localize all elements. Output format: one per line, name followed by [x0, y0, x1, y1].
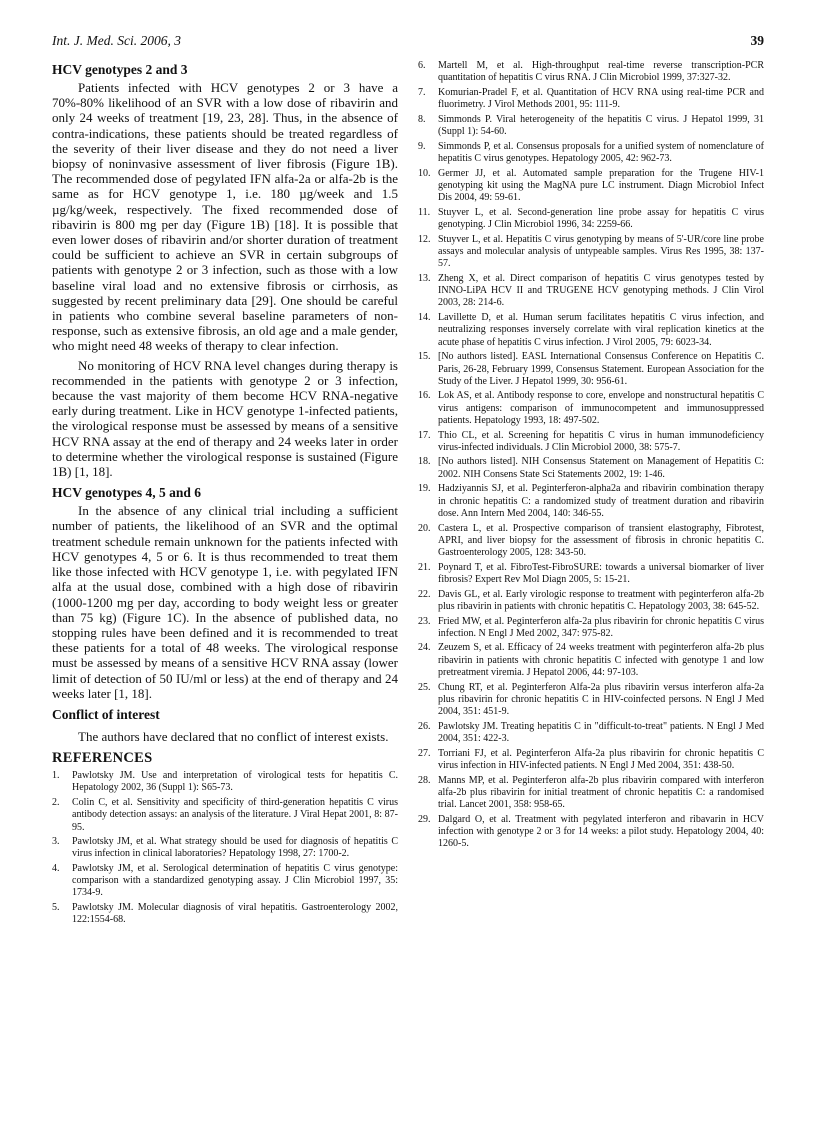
left-column [52, 62, 398, 928]
reference-number: 20. [418, 522, 431, 534]
section-heading: HCV genotypes 2 and 3 [52, 62, 188, 77]
reference-text: Poynard T, et al. FibroTest-FibroSURE: towards a universal biomarker of liver fibrosis? Expert Rev Mol Diagn 2005, 5: 15-21. [438, 561, 764, 586]
reference-text: Lok AS, et al. Antibody response to core, envelope and nonstructural hepatitis C virus antigens: comparison of immunocompetent and immunosuppressed patients. Hepatology 1993, 18: 497-502. [438, 390, 764, 426]
reference-text: Pawlotsky JM. Molecular diagnosis of viral hepatitis. Gastroenterology 2002, 122:1554-68. [72, 901, 398, 925]
reference-item [52, 797, 398, 834]
reference-number: 17. [418, 429, 431, 441]
reference-text: Fried MW, et al. Peginterferon alfa-2a plus ribavirin for chronic hepatitis C virus infection. N Engl J Med 2002, 347: 975-82. [438, 615, 764, 639]
reference-text: Stuyver L, et al. Second-generation line probe assay for hepatitis C virus genotyping. J Clin Microbiol 1996, 34: 2259-66. [438, 206, 764, 231]
reference-item [418, 312, 764, 349]
reference-text: Germer JJ, et al. Automated sample preparation for the Trugene HIV-1 genotyping kit using the MagNA pure LC instrument. Diagn Microbiol Infect Dis 2004, 49: 59-61. [438, 167, 764, 204]
right-column [418, 60, 764, 853]
references-heading: REFERENCES [52, 750, 153, 767]
reference-item [418, 351, 764, 388]
reference-text: Pawlotsky JM, et al. What strategy should be used for diagnosis of hepatitis C virus infection in clinical laboratories? Hepatology 1998, 27: 1700-2. [72, 835, 398, 860]
reference-number: 1. [52, 770, 60, 782]
reference-number: 4. [52, 862, 60, 874]
reference-text: Davis GL, et al. Early virologic response to treatment with peginterferon alfa-2b plus ribavirin in patients with chronic hepatitis C. Hepatology 2003, 38: 645-52. [438, 588, 764, 612]
reference-number: 15. [418, 351, 431, 363]
section-hcv-genotypes-2-3 [52, 62, 398, 479]
reference-text: Thio CL, et al. Screening for hepatitis C virus in human immunodeficiency virus-infected individuals. J Clin Microbiol 2000, 38: 575-7. [438, 429, 764, 453]
reference-item [418, 207, 764, 232]
reference-number: 16. [418, 390, 431, 402]
reference-item [418, 642, 764, 679]
section-heading: HCV genotypes 4, 5 and 6 [52, 485, 202, 501]
reference-item [418, 483, 764, 520]
reference-item [418, 390, 764, 427]
reference-text: Lavillette D, et al. Human serum facilitates hepatitis C virus infection, and neutralizing responses inversely correlate with viral replication kinetics at the acute phase of hepatitis C virus infection. J Virol 2005, 79: 6023-34. [438, 312, 764, 348]
reference-item [418, 273, 764, 310]
reference-text: Dalgard O, et al. Treatment with pegylated interferon and ribavarin in HCV infection with genotype 2 or 3 for 14 weeks: a pilot study. Hepatology 2004, 40: 1260-5. [438, 813, 764, 850]
reference-item [52, 770, 398, 795]
reference-item [418, 814, 764, 851]
reference-item [418, 168, 764, 205]
reference-item [418, 114, 764, 139]
reference-text: Stuyver L, et al. Hepatitis C virus genotyping by means of 5'-UR/core line probe assays and molecular analysis of untypeable samples. Virus Res 1995, 38: 137-57. [438, 233, 764, 270]
paragraph: Patients infected with HCV genotypes 2 or 3 have a 70%-80% likelihood of an SVR with a low dose of ribavirin and only 24 weeks of treatment [19, 23, 28]. Thus, in the absence of contra-indications, these patients should be treated regardless of the severity of their liver disease and they do not need a liver biopsy of noninvasive assessment of liver fibrosis (Figure 1B). The recommended dose of pegylated IFN alfa-2a or alfa-2b is the same as for HCV genotype 1, i.e. 180 µg/week and 1.5 µg/kg/week, respectively. The fixed recommended dose of ribavirin is 800 mg per day (Figure 1B) [18]. It is possible that even lower doses of ribavirin and/or shorter duration of treatment could be sufficient to achieve an SVR in certain subgroups of patients with genotype 2 or 3 infection, such as those with a low baseline viral load and no extensive fibrosis or cirrhosis, as suggested by recent preliminary data [29]. One should be careful in patients who combine several baseline parameters of non-response, such as extensive fibrosis, an old age and a male gender, who might need 48 weeks of therapy to clear infection. [52, 80, 398, 354]
reference-number: 27. [418, 747, 431, 759]
reference-item [418, 682, 764, 719]
page-number: 39 [750, 33, 764, 48]
reference-text: Manns MP, et al. Peginterferon alfa-2b plus ribavirin compared with interferon alfa-2b plus ribavirin for initial treatment of chronic hepatitis C: a randomised trial. Lancet 2001, 358: 958-65. [438, 774, 764, 811]
reference-number: 29. [418, 813, 431, 825]
reference-text: Castera L, et al. Prospective comparison of transient elastography, Fibrotest, APRI, and liver biopsy for the assessment of fibrosis in chronic hepatitis C. Gastroenterology 2005, 128: 343-50. [438, 522, 764, 559]
reference-item [52, 836, 398, 861]
section-conflict-of-interest [52, 707, 398, 744]
reference-number: 14. [418, 312, 431, 324]
reference-number: 25. [418, 681, 431, 693]
reference-number: 26. [418, 720, 431, 732]
reference-text: Pawlotsky JM. Use and interpretation of virological tests for hepatitis C. Hepatology 2002, 36 (Suppl 1): S65-73. [72, 770, 398, 794]
reference-number: 8. [418, 113, 426, 125]
reference-item [418, 234, 764, 271]
reference-text: Colin C, et al. Sensitivity and specificity of third-generation hepatitis C virus antibody detection assays: an analysis of the literature. J Viral Hepat 2001, 8: 87-95. [72, 796, 398, 833]
section-hcv-genotypes-4-5-6 [52, 485, 398, 701]
reference-text: Hadziyannis SJ, et al. Peginterferon-alpha2a and ribavirin combination therapy in chronic hepatitis C: a randomized study of treatment duration and ribavirin dose. Ann Intern Med 2004, 140: 346-55. [438, 483, 764, 519]
reference-item [418, 748, 764, 773]
reference-item [418, 721, 764, 746]
reference-text: Chung RT, et al. Peginterferon Alfa-2a plus ribavirin versus interferon alfa-2a plus ribavirin for chronic hepatitis C in HIV-coinfected persons. N Engl J Med 2004, 351: 451-9. [438, 681, 764, 718]
reference-text: [No authors listed]. EASL International Consensus Conference on Hepatitis C. Paris, 26-28, February 1999, Consensus Statement. European Association for the Study of the Liver. J Hepatol 1999, 30: 956-61. [438, 351, 764, 387]
reference-item [418, 562, 764, 587]
reference-item [418, 141, 764, 166]
journal-citation: Int. J. Med. Sci. 2006, 3 [52, 33, 181, 48]
reference-number: 24. [418, 642, 431, 654]
paragraph: The authors have declared that no conflict of interest exists. [78, 728, 389, 744]
reference-number: 21. [418, 561, 431, 573]
reference-number: 23. [418, 615, 431, 627]
reference-text: Simmonds P, et al. Consensus proposals for a unified system of nomenclature of hepatitis C virus genotypes. Hepatology 2005, 42: 962-73. [438, 140, 764, 164]
reference-item [418, 589, 764, 614]
reference-number: 9. [418, 140, 426, 152]
reference-text: Komurian-Pradel F, et al. Quantitation of HCV RNA using real-time PCR and fluorimetry. J Virol Methods 2001, 95: 111-9. [438, 86, 764, 111]
reference-text: Zheng X, et al. Direct comparison of hepatitis C virus genotypes tested by INNO-LiPA HCV II and TRUGENE HCV genotyping methods. J Clin Virol 2003, 28: 214-6. [438, 272, 764, 309]
reference-text: Pawlotsky JM. Treating hepatitis C in "difficult-to-treat" patients. N Engl J Med 2004, 351: 422-3. [438, 720, 764, 745]
reference-item [418, 430, 764, 455]
reference-list-left [52, 770, 398, 926]
reference-number: 11. [418, 206, 431, 218]
reference-item [418, 456, 764, 481]
section-heading: Conflict of interest [52, 706, 160, 722]
reference-number: 12. [418, 233, 431, 245]
reference-item [418, 775, 764, 812]
reference-number: 5. [52, 901, 60, 913]
reference-text: Pawlotsky JM, et al. Serological determination of hepatitis C virus genotype: comparison with a standardized genotyping assay. J Clin Microbiol 1997, 35: 1734-9. [72, 862, 398, 899]
reference-item [52, 902, 398, 927]
reference-text: [No authors listed]. NIH Consensus Statement on Management of Hepatitis C: 2002. NIH Consens State Sci Statements 2002, 19: 1-46. [438, 456, 764, 480]
paragraph: In the absence of any clinical trial including a sufficient number of patients, the likelihood of an SVR and the optimal treatment schedule remain unknown for the patients infected with HCV genotypes 4, 5 or 6. It is thus recommended to treat them like those infected with HCV genotype 1, i.e. with pegylated IFN alfa at the usual dose, combined with a high dose of ribavirin (1000-1200 mg per day, according to body weight less or greater than 75 kg) (Figure 1C). In the absence of published data, no stopping rules have been defined and it is recommended to treat these patients for a total of 48 weeks. The virological response must be assessed by means of a sensitive HCV RNA assay (lower limit of detection of 50 IU/ml or less) at the end of therapy and 24 weeks later [1, 18]. [52, 503, 398, 701]
reference-item [52, 863, 398, 900]
reference-number: 6. [418, 60, 426, 71]
reference-item [418, 87, 764, 112]
reference-number: 13. [418, 272, 431, 284]
reference-list-right [418, 60, 764, 851]
reference-number: 19. [418, 483, 431, 495]
reference-item [418, 523, 764, 560]
reference-text: Zeuzem S, et al. Efficacy of 24 weeks treatment with peginterferon alfa-2b plus ribavirin in patients with chronic hepatitis C infected with genotype 1 and low pretreatment viremia. J Hepatol 2006, 44: 97-103. [438, 642, 764, 678]
reference-number: 2. [52, 796, 60, 808]
reference-number: 28. [418, 774, 431, 786]
reference-number: 18. [418, 456, 431, 468]
reference-number: 3. [52, 835, 60, 847]
reference-number: 10. [418, 167, 431, 179]
page-header [52, 33, 764, 53]
reference-text: Martell M, et al. High-throughput real-time reverse transcription-PCR quantitation of hepatitis C virus RNA. J Clin Microbiol 1999, 37:327-32. [438, 60, 764, 84]
reference-text: Simmonds P. Viral heterogeneity of the hepatitis C virus. J Hepatol 1999, 31 (Suppl 1): 54-60. [438, 113, 764, 138]
reference-text: Torriani FJ, et al. Peginterferon Alfa-2a plus ribavirin for chronic hepatitis C virus infection in HIV-infected patients. N Engl J Med 2004, 351: 438-50. [438, 747, 764, 771]
reference-number: 22. [418, 588, 431, 600]
paragraph: No monitoring of HCV RNA level changes during therapy is recommended in the patients with genotype 2 or 3 infection, because the vast majority of them become HCV RNA-negative early during treatment. Like in HCV genotype 1-infected patients, the virological response must be assessed by means of a sensitive HCV RNA assay at the end of therapy and 24 weeks later in order to determine whether the virological response is sustained (Figure 1B) [1, 18]. [52, 357, 398, 480]
reference-item [418, 60, 764, 85]
reference-item [418, 616, 764, 641]
reference-number: 7. [418, 86, 426, 98]
